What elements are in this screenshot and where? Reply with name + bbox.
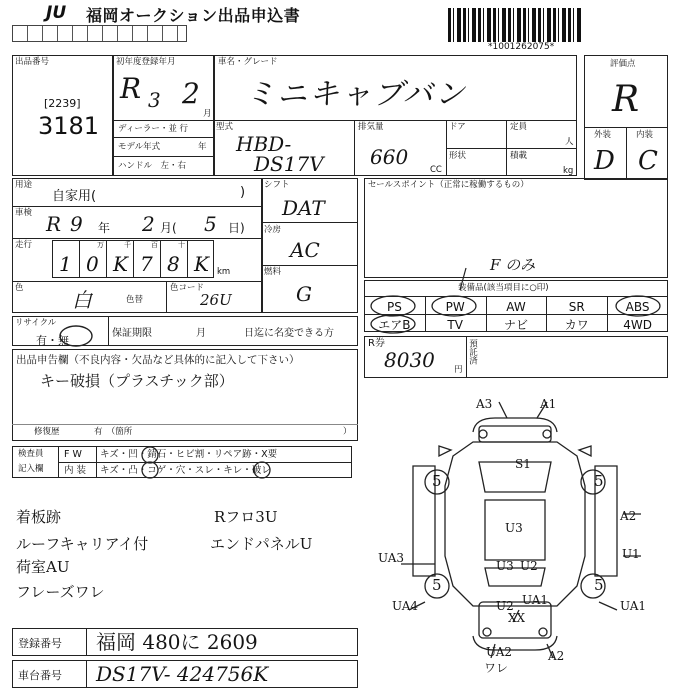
- mileage-label: 走行: [15, 240, 33, 250]
- mileage-cell-divider: [187, 240, 188, 278]
- type-line1: HBD-: [236, 132, 292, 156]
- r-ken-value: 8030: [384, 348, 435, 372]
- note-line: 荷室AU: [16, 558, 70, 576]
- lot-lane: [2239]: [44, 97, 81, 110]
- recycle-label: リサイクル: [15, 318, 57, 328]
- equipment-option: PS: [386, 300, 402, 314]
- equipment-option: AW: [506, 300, 526, 314]
- grade-label: 評価点: [610, 59, 636, 69]
- r-ken-label: R券: [368, 338, 385, 349]
- declaration-label: 出品申告欄（不良内容・欠品など具体的に記入して下さい）: [16, 354, 300, 366]
- displacement-label: 排気量: [358, 122, 384, 132]
- r-ken-storage: 預託済: [467, 339, 478, 365]
- inspection-era: R: [46, 212, 62, 236]
- equipment-divider: [607, 296, 608, 332]
- barcode: [448, 8, 582, 42]
- damage-label: U2: [496, 599, 514, 613]
- equipment-option: 4WD: [623, 318, 652, 332]
- ac-value: AC: [290, 238, 320, 262]
- damage-label: UA3: [378, 551, 405, 565]
- mileage-digit: K: [194, 252, 209, 276]
- exterior-label: 外装: [594, 130, 612, 140]
- interior-items: キズ・凸・コゲ・穴・スレ・キレ・破レ: [100, 465, 271, 476]
- mileage-digit: 8: [167, 252, 180, 276]
- month-unit: 月: [203, 109, 212, 119]
- damage-label: ワレ: [484, 661, 509, 675]
- note-line: ルーフキャリアイ付: [16, 535, 149, 553]
- chassis-number: DS17V- 424756K: [96, 662, 269, 686]
- fuel-label: 燃料: [264, 267, 282, 277]
- car-damage-diagram: [395, 396, 695, 676]
- equipment-option: ABS: [625, 300, 650, 314]
- tire-score: 5: [432, 472, 442, 490]
- registration-label: 登録番号: [18, 637, 62, 650]
- note-line: フレーズワレ: [16, 583, 105, 601]
- load-label: 積載: [510, 151, 528, 161]
- inspector-label: 検査員: [18, 449, 44, 459]
- usage-label: 用途: [15, 180, 33, 190]
- equipment-option: ナビ: [503, 318, 528, 332]
- mileage-unit: km: [217, 267, 231, 277]
- inspection-label: 車検: [15, 208, 33, 218]
- capacity-unit: 人: [565, 137, 574, 147]
- type-label: 型式: [216, 122, 234, 132]
- shift-value: DAT: [282, 196, 325, 220]
- handle-label: ハンドル 左・右: [118, 161, 187, 171]
- mileage-place-label: 万: [97, 241, 104, 249]
- note-line-right: エンドパネルU: [210, 535, 313, 553]
- lot-number-label: 出品番号: [15, 57, 50, 67]
- damage-label: A3: [476, 397, 493, 411]
- load-unit: kg: [563, 166, 574, 176]
- equipment-option: PW: [445, 300, 465, 314]
- damage-label: XX: [508, 611, 526, 625]
- mileage-digit: 7: [140, 252, 153, 276]
- model-year-label: モデル年式: [118, 142, 161, 152]
- mileage-place-label: 百: [151, 241, 158, 249]
- inspection-month: 2: [142, 212, 155, 236]
- note-line-right: Rフロ3U: [214, 508, 278, 526]
- model-year-unit: 年: [198, 142, 207, 152]
- repair-history-label: 修復歴: [34, 427, 60, 437]
- rename-deadline: 日迄に名変できる方: [244, 328, 334, 339]
- exterior-grade: D: [594, 146, 615, 176]
- repair-history-options: 有 （箇所: [94, 427, 133, 437]
- equipment-divider: [546, 296, 547, 332]
- usage-close: ): [240, 185, 246, 200]
- mileage-cell-divider: [160, 240, 161, 278]
- damage-label: U3: [496, 559, 514, 573]
- fuel-value: G: [296, 282, 312, 306]
- color-change-label: 色替: [126, 295, 144, 305]
- inspector-label2: 記入欄: [18, 464, 44, 474]
- mileage-digit: 1: [59, 252, 72, 276]
- dealer-label: ディーラー・並 行: [118, 124, 189, 134]
- chassis-label: 車台番号: [18, 669, 62, 682]
- door-label: ドア: [449, 122, 466, 132]
- inspection-year: 9: [70, 212, 83, 236]
- header-checkbox-strip: [12, 25, 187, 42]
- color-code-label: 色コード: [170, 283, 205, 293]
- year-value: 3: [148, 88, 161, 112]
- damage-label: UA1: [522, 593, 549, 607]
- warranty-label: 保証期限: [112, 328, 152, 339]
- mileage-digit: 0: [86, 252, 99, 276]
- equipment-annotation: F のみ: [490, 256, 536, 274]
- usage-value: 自家用(: [52, 189, 97, 204]
- damage-label: A2: [620, 509, 637, 523]
- mileage-digit: K: [113, 252, 128, 276]
- mileage-cell-divider: [133, 240, 134, 278]
- displacement-unit: CC: [430, 165, 442, 175]
- color-code: 26U: [200, 291, 232, 309]
- mileage-cell-divider: [106, 240, 107, 278]
- car-name-label: 車名・グレード: [218, 57, 278, 67]
- repair-history-close: ）: [343, 427, 352, 437]
- damage-label: U3: [505, 521, 523, 535]
- damage-label: U2: [520, 559, 538, 573]
- damage-label: UA4: [392, 599, 419, 613]
- r-ken-unit: 円: [454, 365, 463, 375]
- year-era: R: [120, 72, 142, 105]
- interior-row-label: 内 装: [64, 465, 87, 476]
- ac-label: 冷房: [264, 225, 282, 235]
- color-value: 白: [72, 288, 92, 312]
- equipment-option: TV: [447, 318, 463, 332]
- auction-logo: JU: [46, 3, 67, 23]
- tire-score: 5: [432, 576, 442, 594]
- first-registration-label: 初年度登録年月: [116, 57, 176, 67]
- damage-label: U1: [622, 547, 640, 561]
- shift-label: シフト: [264, 180, 290, 190]
- equipment-label: 装備品(該当項目に○印): [458, 283, 549, 293]
- form-title: 福岡オークション出品申込書: [86, 6, 301, 25]
- mileage-place-label: 千: [124, 241, 131, 249]
- lot-number: 3181: [38, 112, 100, 140]
- equipment-divider: [425, 296, 426, 332]
- color-label: 色: [15, 283, 24, 293]
- damage-label: S1: [515, 457, 531, 471]
- inspection-day-unit: 日): [228, 221, 245, 235]
- tire-score: 5: [594, 576, 604, 594]
- damage-label: A1: [540, 397, 557, 411]
- tire-score: 5: [594, 472, 604, 490]
- mileage-cell-divider: [79, 240, 80, 278]
- recycle-options: 有・無: [36, 334, 69, 347]
- declaration-line1: キー破損（プラスチック部）: [40, 372, 234, 390]
- barcode-number: *1001262075*: [488, 42, 555, 52]
- interior-grade: C: [638, 146, 658, 176]
- capacity-label: 定員: [510, 122, 528, 132]
- registration-number: 福岡 480に 2609: [96, 630, 258, 654]
- damage-label: UA2: [486, 645, 513, 659]
- car-name: ミニキャブバン: [245, 77, 467, 112]
- inspection-day: 5: [204, 212, 217, 236]
- equipment-option: カワ: [564, 318, 589, 332]
- equipment-option: SR: [568, 300, 585, 314]
- warranty-unit: 月: [196, 328, 206, 339]
- sales-point-label: セールスポイント（正常に稼働するもの）: [368, 180, 529, 190]
- inspection-year-unit: 年: [98, 221, 111, 235]
- displacement-value: 660: [370, 145, 409, 169]
- fw-label: F W: [64, 449, 82, 460]
- damage-label: A2: [548, 649, 565, 663]
- grade-score: R: [612, 79, 640, 120]
- interior-label: 内装: [636, 130, 654, 140]
- mileage-place-label: 十: [178, 241, 185, 249]
- type-line2: DS17V: [254, 152, 324, 176]
- recycle-none-circle: [56, 324, 96, 348]
- note-line: 着板跡: [16, 508, 62, 526]
- month-value: 2: [182, 77, 200, 110]
- inspection-month-unit: 月(: [160, 221, 177, 235]
- equipment-option: エアB: [378, 318, 411, 332]
- fw-items: キズ・凹・錆石・ヒビ割・リペア跡・X要: [100, 449, 278, 460]
- damage-label: UA1: [620, 599, 647, 613]
- shape-label: 形状: [449, 151, 467, 161]
- equipment-divider: [486, 296, 487, 332]
